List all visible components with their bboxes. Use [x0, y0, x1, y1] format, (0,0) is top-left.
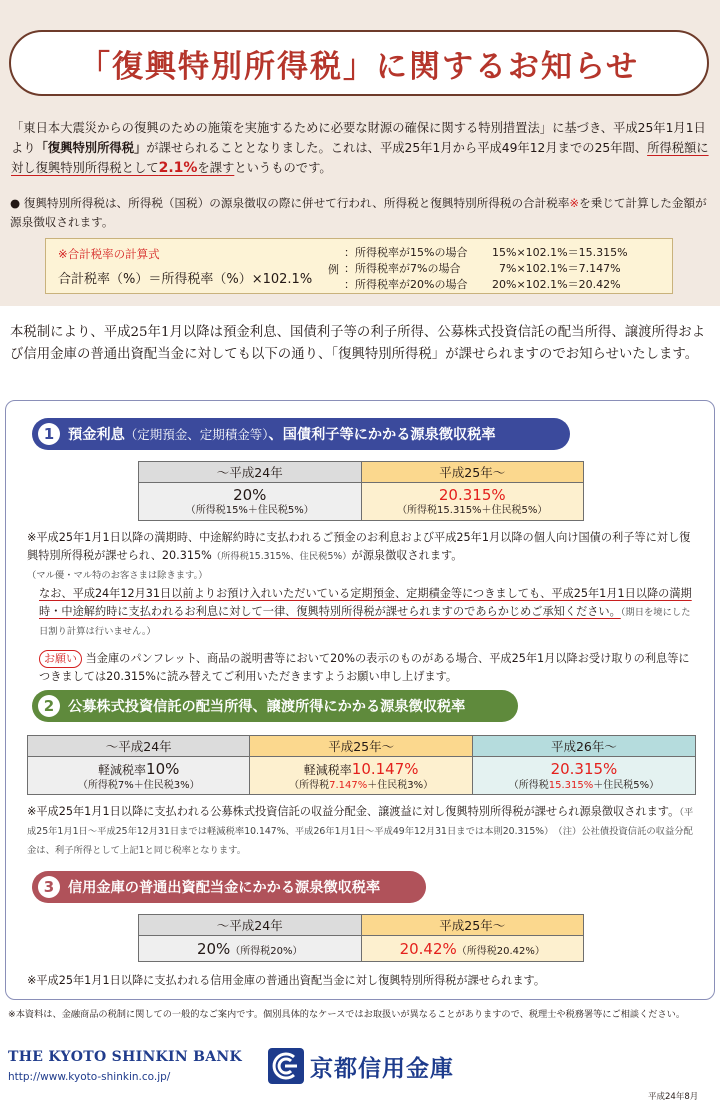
formula-example-label: 例: [328, 263, 339, 276]
bank-url[interactable]: http://www.kyoto-shinkin.co.jp/: [8, 1071, 171, 1083]
section-number: 3: [38, 876, 60, 898]
rate-value: 20.315%: [438, 486, 506, 504]
intro-end: というものです。: [234, 161, 332, 175]
table-header: ～平成24年: [139, 915, 362, 936]
section-number: 1: [38, 423, 60, 445]
example-label: ：所得税率が7%の場合: [344, 262, 461, 275]
rate-value: 20%: [233, 486, 267, 504]
table-cell: [361, 483, 584, 521]
rate-value: 10%: [146, 759, 180, 778]
section-title-end: 、国債利子等にかかる源泉徴収税率: [268, 427, 496, 443]
rate-breakdown: （所得税: [508, 779, 549, 791]
table-cell: [250, 757, 472, 795]
formula-box: [45, 238, 673, 294]
rate-breakdown: （所得税15.315%＋住民税5%）: [397, 505, 548, 516]
formula-example: [344, 244, 628, 260]
rate-table-3: [138, 914, 584, 962]
note-text: ※平成25年1月1日以降の満期時、中途解約時に支払われるご預金のお利息および平成25年1月以降の個人向け国債の利子等に対し復興特別所得税が課せられ、20.315%: [27, 531, 691, 562]
rate-breakdown: ＋住民税5%）: [593, 779, 660, 791]
bank-name-en: THE KYOTO SHINKIN BANK: [8, 1049, 242, 1065]
intro-text-2: が課せられることとなりました。これは、平成25年1月から平成49年12月までの25年間、: [146, 141, 648, 155]
formula-title: ※合計税率の計算式: [58, 247, 160, 261]
kyoto-shinkin-logo-icon: [268, 1048, 304, 1084]
section-3-header: [32, 871, 426, 903]
lead-paragraph: 本税制により、平成25年1月以降は預金利息、国債利子等の利子所得、公募株式投資信託の配当所得、譲渡所得および信用金庫の普通出資配当金に対しても以下の通り、「復興特別所得税」が課せられますのでお知らせいたします。: [10, 325, 706, 362]
table-header: 平成26年～: [472, 736, 695, 757]
rate-value: 20.315%: [550, 759, 618, 778]
table-header: 平成25年～: [361, 915, 584, 936]
rate-value: 20%: [196, 940, 231, 958]
note-text-end: が源泉徴収されます。: [351, 549, 463, 562]
bank-name-jp: 京都信用金庫: [310, 1056, 454, 1082]
table-header: ～平成24年: [28, 736, 250, 757]
section-1-note: [27, 529, 699, 585]
example-calc: 15%×102.1%＝15.315%: [492, 246, 628, 259]
rate-breakdown-value: 15.315%: [548, 779, 594, 791]
disclaimer: ※本資料は、金融商品の税制に関しての一般的なご案内です。個別具体的なケースではお取扱いが異なることがありますので、税理士や税務署等にご相談ください。: [8, 1009, 686, 1020]
rate-breakdown: （所得税15%＋住民税5%）: [185, 505, 314, 516]
note-text: なお、平成24年12月31日以前よりお預け入れいただいている定期預金、定期積金等につきましても、平成25年1月1日以降の満期時・中途解約時に支払われるお利息に対して一律、復興特別所得税が課せられますのであらかじめご承知ください。: [39, 587, 692, 618]
intro-underline-end: を課す: [197, 161, 235, 175]
note-small: （平成25年1月1日～平成25年12月31日までは軽減税率10.147%、平成26年1月1日～平成49年12月31日までは本則20.315%） （注）公社債投資信託の収益分配金は、利子所得として上記1と同じ税率となります。: [27, 807, 694, 856]
intro-bold: 「復興特別所得税」: [35, 141, 147, 155]
note-small: （所得税15.315%、住民税5%）: [211, 551, 352, 562]
section-1-note-2: [39, 585, 699, 641]
example-calc: 7%×102.1%＝7.147%: [492, 262, 621, 275]
rate-breakdown: （所得税20%）: [230, 946, 303, 957]
bullet-note: [10, 194, 715, 232]
section-2-note: [27, 803, 699, 860]
table-cell: [28, 757, 250, 795]
intro-text: 「東日本大震災からの復興のための施策を実施するために必要な財源の確保に関する特別措置法」に基づき、平成25年1月1日より: [11, 121, 706, 155]
section-title-main: 預金利息: [68, 427, 125, 443]
rate-breakdown-value: 7%: [117, 779, 134, 791]
formula-expression: 合計税率（%）＝所得税率（%）×102.1%: [58, 272, 313, 287]
rate-prefix: 軽減税率: [98, 762, 147, 777]
rate-prefix: 軽減税率: [303, 762, 352, 777]
table-cell: [139, 936, 362, 962]
rate-breakdown: （所得税: [77, 779, 118, 791]
intro-underline-text: 所得税額に対し復興特別所得税として: [11, 141, 709, 175]
rate-breakdown-value: 7.147%: [329, 779, 368, 791]
rate-value: 10.147%: [351, 759, 419, 778]
rate-value: 20.42%: [399, 940, 457, 958]
note-text: ※平成25年1月1日以降に支払われる公募株式投資信託の収益分配金、譲渡益に対し復興特別所得税が課せられ源泉徴収されます。: [27, 805, 680, 818]
onegai-note: [39, 650, 699, 686]
table-header: ～平成24年: [139, 462, 362, 483]
rate-breakdown: ＋住民税3%）: [133, 779, 200, 791]
table-header: 平成25年～: [250, 736, 472, 757]
rate-breakdown: ＋住民税3%）: [367, 779, 434, 791]
example-calc: 20%×102.1%＝20.42%: [492, 278, 621, 291]
rate-table-2: [27, 735, 696, 795]
table-header: 平成25年～: [361, 462, 584, 483]
logo-svg: [268, 1048, 304, 1084]
note-small: （期日を境にした日割り計算は行いません。）: [39, 607, 691, 637]
section-3-note: ※平成25年1月1日以降に支払われる信用金庫の普通出資配当金に対し復興特別所得税が課せられます。: [27, 974, 546, 987]
example-label: ：所得税率が20%の場合: [344, 278, 468, 291]
table-cell: [361, 936, 584, 962]
intro-paragraph: [11, 118, 713, 178]
bullet-text: ● 復興特別所得税は、所得税（国税）の源泉徴収の際に併せて行われ、所得税と復興特別所得税の合計税率: [10, 196, 570, 210]
title-banner: [9, 30, 709, 96]
section-title: 公募株式投資信託の配当所得、譲渡所得にかかる源泉徴収税率: [68, 699, 466, 715]
note-small: （マル優・マル特のお客さまは除きます。）: [27, 570, 208, 581]
rate-breakdown: （所得税20.42%）: [456, 946, 545, 957]
bullet-text-2: を乗じて計算した金額が源泉徴収されます。: [10, 196, 707, 229]
intro-rate: 2.1%: [158, 160, 198, 176]
example-label: ：所得税率が15%の場合: [344, 246, 468, 259]
rate-breakdown: （所得税: [289, 779, 330, 791]
section-title: 信用金庫の普通出資配当金にかかる源泉徴収税率: [68, 880, 381, 896]
table-cell: [139, 483, 362, 521]
section-1-header: [32, 418, 570, 450]
page-title: 「復興特別所得税」に関するお知らせ: [78, 48, 640, 85]
rate-table-1: [138, 461, 584, 521]
onegai-badge: お願い: [39, 650, 82, 668]
onegai-text: 当金庫のパンフレット、商品の説明書等において20%の表示のものがある場合、平成25年1月以降お受け取りの利息等につきましては20.315%に読み替えてご利用いただきますようお願い申し上げます。: [39, 652, 690, 683]
formula-example: [344, 276, 621, 292]
bullet-mark: ※: [569, 196, 580, 210]
section-2-header: [32, 690, 518, 722]
section-number: 2: [38, 695, 60, 717]
table-cell: [472, 757, 695, 795]
section-title: [68, 424, 496, 444]
section-title-paren: （定期預金、定期積金等）: [124, 427, 269, 442]
issue-date: 平成24年8月: [648, 1092, 699, 1102]
formula-example: [344, 260, 621, 276]
